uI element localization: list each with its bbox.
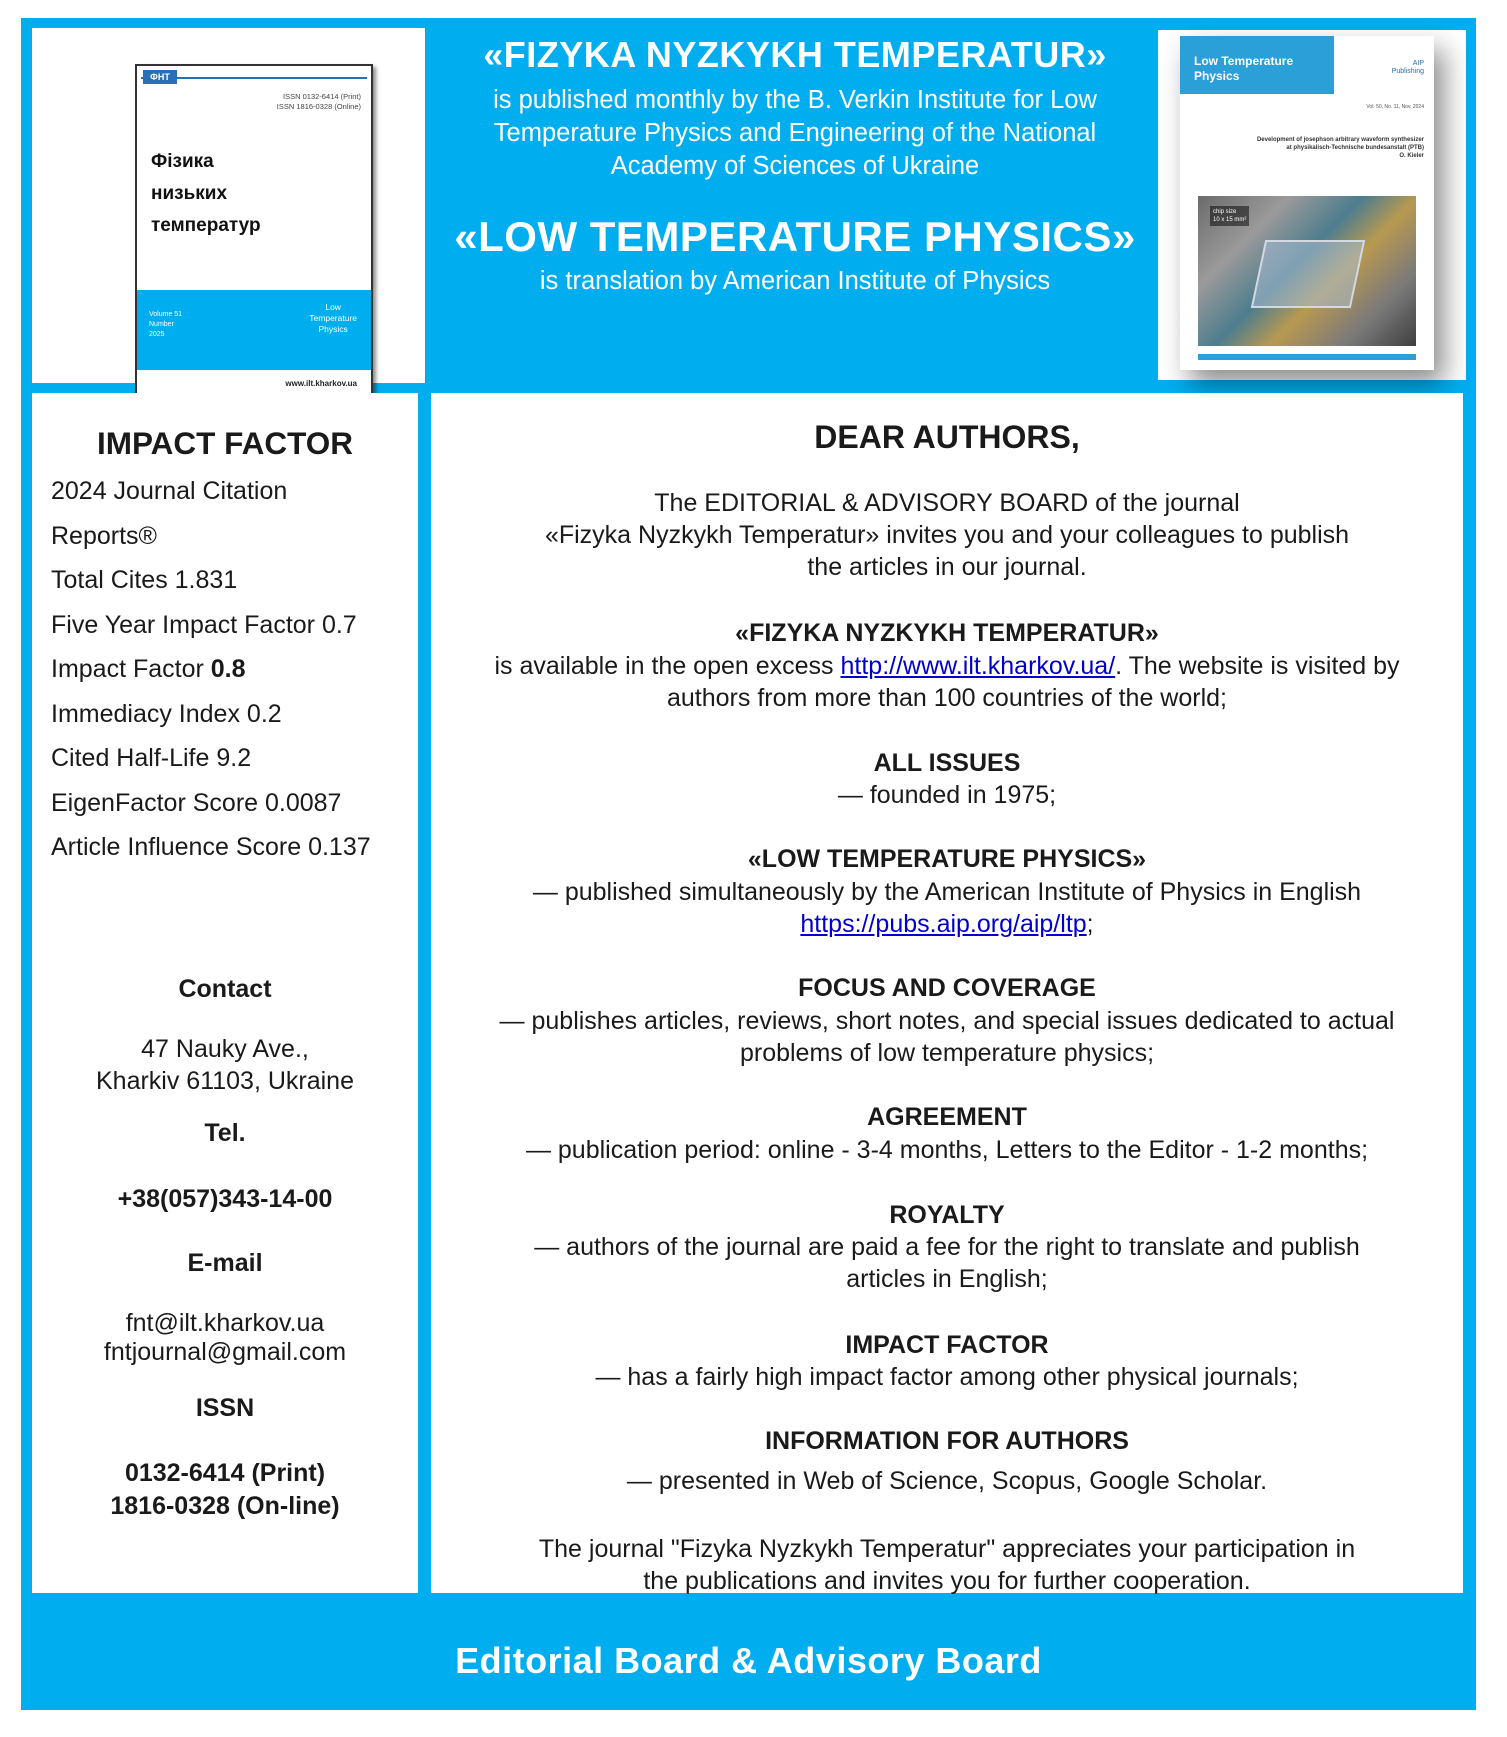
impact-factor-row xyxy=(51,647,371,692)
all-issues-text: — founded in 1975; xyxy=(837,781,1057,809)
impact-text: — has a fairly high impact factor among other physical journals; xyxy=(595,1363,1299,1391)
ltp-article-line: at physikalisch-Technische bundesanstalt (PTB) xyxy=(1286,145,1424,151)
intro-line: The EDITORIAL & ADVISORY BOARD of the journal xyxy=(654,489,1240,517)
impact-factor-title: IMPACT FACTOR xyxy=(96,425,354,461)
address-line: Kharkiv 61103, Ukraine xyxy=(95,1067,354,1095)
focus-line: — publishes articles, reviews, short notes, and special issues dedicated to actual xyxy=(499,1007,1395,1035)
fnt-line xyxy=(431,650,1463,682)
ltp-cover-volume: Vol. 50, No. 11, Nov. 2024 xyxy=(1366,104,1424,110)
impact-heading: IMPACT FACTOR xyxy=(845,1331,1049,1359)
cover-band-line: Low xyxy=(325,302,341,312)
header-translation: is translation by American Institute of Physics xyxy=(539,267,1051,295)
ltp-article-line: O. Kieler xyxy=(1399,153,1424,159)
email-label: E-mail xyxy=(187,1249,263,1277)
royalty-line: articles in English; xyxy=(846,1265,1048,1293)
header-title-fnt: «FIZYKA NYZKYKH TEMPERATUR» xyxy=(483,34,1107,75)
ltp-heading: «LOW TEMPERATURE PHYSICS» xyxy=(747,845,1147,873)
fnt-line: authors from more than 100 countries of the world; xyxy=(666,684,1227,712)
aip-logo-line: AIP xyxy=(1412,60,1424,67)
eigenfactor-score: EigenFactor Score 0.0087 xyxy=(51,788,342,817)
contact-title: Contact xyxy=(178,975,272,1003)
cited-half-life: Cited Half-Life 9.2 xyxy=(51,744,252,772)
jcr-line: Reports® xyxy=(51,521,157,550)
closing-line: The journal "Fizyka Nyzkykh Temperatur" appreciates your participation in xyxy=(538,1535,1356,1563)
five-year-impact: Five Year Impact Factor 0.7 xyxy=(51,610,357,639)
contact-address xyxy=(32,1033,418,1097)
ltp-text: ; xyxy=(1086,910,1094,938)
issn-print: 0132-6414 (Print) xyxy=(124,1459,326,1487)
fnt-text: is available in the open excess xyxy=(494,652,841,680)
royalty-paragraph xyxy=(431,1231,1463,1295)
cover-issn-online: ISSN 1816-0328 (Online) xyxy=(276,102,361,111)
agreement-text: — publication period: online - 3-4 months, Letters to the Editor - 1-2 months; xyxy=(525,1136,1369,1164)
issn-online: 1816-0328 (On-line) xyxy=(110,1492,340,1520)
intro-paragraph xyxy=(431,487,1463,583)
ilt-website-link[interactable]: http://www.ilt.kharkov.ua/ xyxy=(840,652,1116,680)
ltp-journal-cover xyxy=(1180,36,1434,370)
tel-label: Tel. xyxy=(204,1119,246,1147)
chip-size-line: chip size xyxy=(1213,209,1237,215)
fnt-text: . The website is visited by xyxy=(1115,652,1400,680)
ltp-cover-title-line: Physics xyxy=(1194,69,1240,83)
intro-line: the articles in our journal. xyxy=(807,553,1087,581)
header-publisher-line: Temperature Physics and Engineering of the National xyxy=(493,119,1097,147)
ltp-line: — published simultaneously by the American Institute of Physics in English xyxy=(532,878,1362,906)
email-list xyxy=(32,1309,418,1367)
header-publisher-line: Academy of Sciences of Ukraine xyxy=(610,152,980,180)
chip-size-label xyxy=(1210,206,1249,226)
header-block xyxy=(425,20,1165,296)
fnt-journal-cover xyxy=(135,64,373,404)
phone-number[interactable]: +38(057)343-14-00 xyxy=(117,1185,333,1213)
impact-factor-label: Impact Factor xyxy=(51,655,211,683)
aip-ltp-link[interactable]: https://pubs.aip.org/aip/ltp xyxy=(800,910,1087,938)
header-publisher xyxy=(425,84,1165,183)
cover-band-line: Temperature xyxy=(309,313,357,323)
cover-volume xyxy=(149,310,182,340)
editorial-board-label[interactable]: Editorial Board & Advisory Board xyxy=(455,1640,1042,1681)
cover-website: www.ilt.kharkov.ua xyxy=(285,379,357,388)
ltp-cover-header xyxy=(1180,36,1334,94)
all-issues-heading: ALL ISSUES xyxy=(873,749,1021,777)
ltp-cover-article xyxy=(1220,136,1424,160)
cover-title-line: температур xyxy=(151,215,261,236)
cover-band xyxy=(137,290,371,370)
immediacy-index: Immediacy Index 0.2 xyxy=(51,699,282,728)
royalty-heading: ROYALTY xyxy=(889,1201,1005,1229)
cover-volume-line: Number xyxy=(149,321,174,328)
fnt-paragraph xyxy=(431,650,1463,714)
issn-label: ISSN xyxy=(195,1394,255,1422)
header-publisher-line: is published monthly by the B. Verkin Institute for Low xyxy=(493,86,1097,114)
impact-factor-value: 0.8 xyxy=(210,655,246,683)
article-influence-score: Article Influence Score 0.137 xyxy=(51,833,371,861)
jcr-line: 2024 Journal Citation xyxy=(51,477,288,505)
chip-photo xyxy=(1198,196,1416,346)
cover-title xyxy=(151,146,261,242)
intro-line: «Fizyka Nyzkykh Temperatur» invites you and your colleagues to publish xyxy=(544,521,1350,549)
agreement-heading: AGREEMENT xyxy=(867,1103,1027,1131)
focus-heading: FOCUS AND COVERAGE xyxy=(798,974,1096,1002)
aip-logo-line: Publishing xyxy=(1391,68,1424,75)
cover-band-line: Physics xyxy=(318,324,348,334)
chip-shape xyxy=(1251,240,1365,308)
chip-size-line: 10 x 15 mm² xyxy=(1213,217,1247,223)
info-text: — presented in Web of Science, Scopus, Google Scholar. xyxy=(626,1467,1268,1495)
email-address[interactable]: fntjournal@gmail.com xyxy=(103,1338,347,1366)
cover-band-title xyxy=(309,302,357,335)
ltp-article-line: Development of josephson arbitrary waveform synthesizer xyxy=(1256,137,1424,143)
address-line: 47 Nauky Ave., xyxy=(141,1035,309,1063)
cover-volume-line: Volume 51 xyxy=(149,311,183,318)
cover-volume-line: 2025 xyxy=(149,331,165,338)
impact-factor-list xyxy=(51,469,371,870)
info-heading: INFORMATION FOR AUTHORS xyxy=(765,1427,1129,1455)
issn-numbers xyxy=(32,1457,418,1523)
aip-publishing-logo xyxy=(1392,60,1424,76)
cover-title-line: низьких xyxy=(151,183,228,204)
left-column xyxy=(32,393,418,1593)
ltp-cover-title xyxy=(1194,54,1293,84)
right-column xyxy=(431,393,1463,1593)
ltp-cover-footer-bar xyxy=(1198,354,1416,360)
email-address[interactable]: fnt@ilt.kharkov.ua xyxy=(125,1309,325,1337)
royalty-line: — authors of the journal are paid a fee for the right to translate and publish xyxy=(534,1233,1360,1261)
focus-paragraph xyxy=(431,1005,1463,1069)
fnt-logo: ФНТ xyxy=(143,70,177,84)
ltp-line xyxy=(431,908,1463,940)
ltp-paragraph xyxy=(431,876,1463,940)
cover-issn-print: ISSN 0132-6414 (Print) xyxy=(283,92,361,101)
fnt-heading: «FIZYKA NYZKYKH TEMPERATUR» xyxy=(735,619,1159,647)
greeting-heading: DEAR AUTHORS, xyxy=(814,419,1080,455)
focus-line: problems of low temperature physics; xyxy=(739,1039,1155,1067)
closing-line: the publications and invites you for further cooperation. xyxy=(643,1567,1251,1595)
right-cover-panel xyxy=(1158,30,1466,380)
footer-bar xyxy=(21,1597,1476,1710)
left-cover-panel xyxy=(32,28,425,388)
total-cites: Total Cites 1.831 xyxy=(51,566,238,594)
ltp-cover-title-line: Low Temperature xyxy=(1194,54,1294,68)
cover-title-line: Фізика xyxy=(151,151,214,172)
header-title-ltp: «LOW TEMPERATURE PHYSICS» xyxy=(454,213,1136,260)
closing-paragraph xyxy=(431,1533,1463,1597)
cover-issn xyxy=(277,92,361,112)
